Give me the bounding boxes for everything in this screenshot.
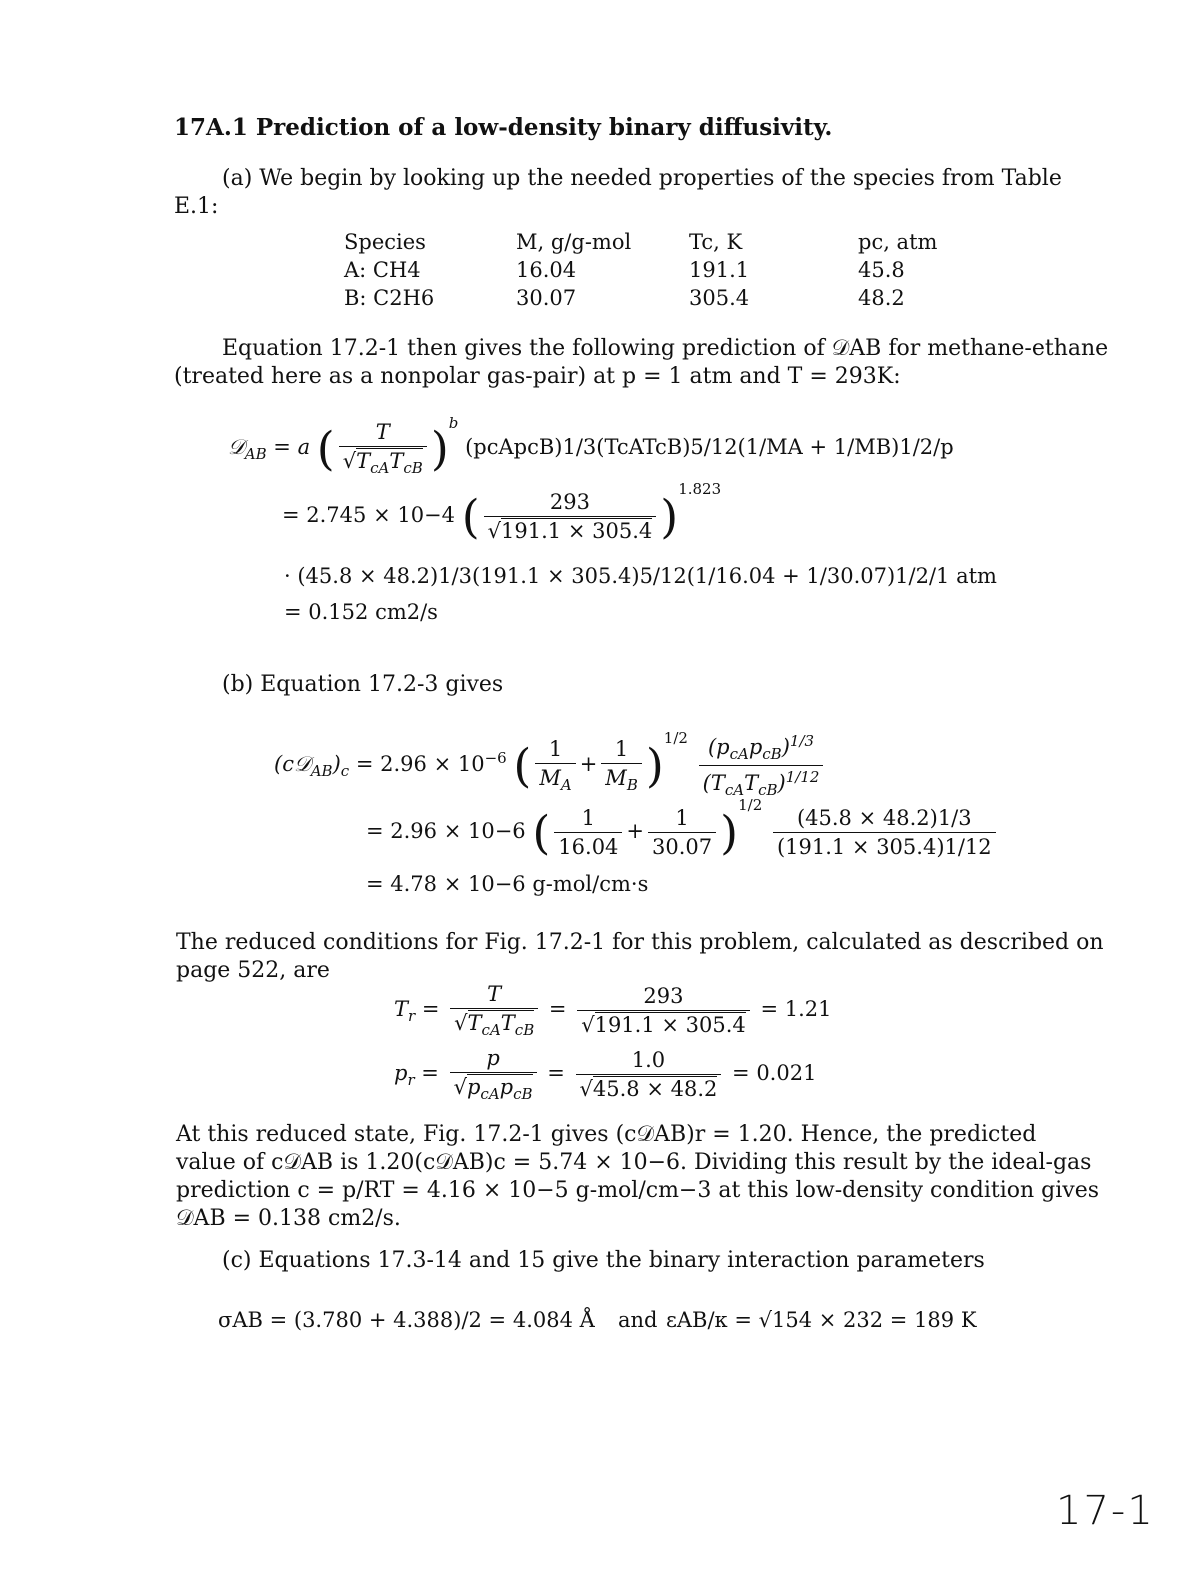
- properties-table: [344, 228, 964, 312]
- table-header: Species: [344, 230, 426, 254]
- table-cell: 45.8: [858, 258, 905, 282]
- pr-denominator: 45.8 × 48.2: [592, 1077, 718, 1102]
- pr-numerator: 1.0: [631, 1048, 666, 1073]
- table-header: Tc, K: [689, 230, 743, 254]
- ratio-numerator: (45.8 × 48.2)1/3: [796, 806, 972, 830]
- table-cell: 305.4: [689, 286, 750, 310]
- table-row: [344, 284, 964, 312]
- sigma-equation: σAB = (3.780 + 4.388)/2 = 4.084 Å: [218, 1308, 595, 1332]
- fraction-numerator: 1: [675, 806, 689, 830]
- tr-numerator: 293: [643, 984, 684, 1009]
- pr-value: = 0.021: [732, 1061, 817, 1086]
- part-a-text-line2: (treated here as a nonpolar gas-pair) at p = 1 atm and T = 293K:: [174, 364, 901, 389]
- tr-denominator: 191.1 × 305.4: [594, 1013, 746, 1038]
- table-cell: A: CH4: [344, 258, 421, 282]
- equation-result: = 0.152 cm2/s: [284, 600, 438, 624]
- fraction-denominator: 30.07: [648, 832, 716, 859]
- fraction-denominator: 16.04: [554, 832, 622, 859]
- epsilon-equation: εAB/κ = √154 × 232 = 189 K: [666, 1308, 977, 1332]
- part-a-intro-line1: (a) We begin by looking up the needed properties of the species from Table: [222, 166, 1062, 191]
- tr-value: = 1.21: [760, 997, 832, 1022]
- result-line3: prediction c = p/RT = 4.16 × 10−5 g-mol/cm−3 at this low-density condition gives: [176, 1178, 1100, 1203]
- reduced-text-line1: The reduced conditions for Fig. 17.2-1 for this problem, calculated as described on: [176, 930, 1104, 955]
- table-cell: 30.07: [516, 286, 577, 310]
- part-b-intro: (b) Equation 17.2-3 gives: [222, 672, 504, 697]
- part-c-intro: (c) Equations 17.3-14 and 15 give the binary interaction parameters: [222, 1248, 985, 1273]
- table-row: [344, 256, 964, 284]
- equation-exponent: 1.823: [678, 480, 722, 498]
- equation-b-coefficient: = 2.96 × 10−6: [366, 819, 526, 843]
- equation-b-result: = 4.78 × 10−6 g-mol/cm·s: [366, 872, 649, 896]
- equation-continued: · (45.8 × 48.2)1/3(191.1 × 305.4)5/12(1/16.04 + 1/30.07)1/2/1 atm: [284, 564, 997, 588]
- result-line1: At this reduced state, Fig. 17.2-1 gives (c𝒟AB)r = 1.20. Hence, the predicted: [176, 1122, 1037, 1147]
- section-heading: 17A.1 Prediction of a low-density binary diffusivity.: [174, 114, 833, 141]
- table-cell: B: C2H6: [344, 286, 435, 310]
- equation-substituted: = 2.745 × 10−4 ( $\frac{293}{√191.1 \times 305.4}$ )$^{1.823}$: [282, 480, 722, 544]
- page-number: 17-1: [1056, 1488, 1155, 1534]
- part-a-intro-line2: E.1:: [174, 194, 219, 219]
- equation-b-substituted: = 2.96 × 10−6 ( $\frac{1}{16.04}$ + $\frac{1}{30.07}$ )$^{1/2}$ $\frac{(45.8 \times 48.2)1/3}{(191.1 \times 305.4)1/12}$: [366, 806, 1000, 859]
- equation-tr: $T_r$ = $\frac{T}{√T_{cA}T_{cB}}$ = $\frac{293}{√191.1 \times 305.4}$ = 1.21: [394, 982, 832, 1040]
- and-word: and: [618, 1308, 658, 1332]
- equation-pr: $p_r$ = $\frac{p}{√p_{cA}p_{cB}}$ = $\frac{1.0}{√45.8 \times 48.2}$ = 0.021: [394, 1046, 817, 1104]
- result-line2: value of c𝒟AB is 1.20(c𝒟AB)c = 5.74 × 10−6. Dividing this result by the ideal-gas: [176, 1150, 1092, 1175]
- table-header-row: [344, 228, 964, 256]
- part-a-text-line1: Equation 17.2-1 then gives the following prediction of 𝒟AB for methane-ethane: [222, 336, 1109, 361]
- equation-coefficient: = 2.745 × 10−4: [282, 503, 456, 527]
- equation-denominator: 191.1 × 305.4: [501, 519, 653, 543]
- fraction-numerator: 1: [581, 806, 596, 830]
- equation-general: 𝒟$_{AB}$ = a ( $\frac{T}{√T_{cA}T_{cB}}$ )$^b$ (pcApcB)1/3(TcATcB)5/12(1/MA + 1/MB)1/2/p: [228, 414, 954, 478]
- table-header: M, g/g-mol: [516, 230, 632, 254]
- equation-b-general: $(c𝒟_{AB})_c = 2.96 \times 10^{-6}$ ( $\frac{1}{M_A}$ + $\frac{1}{M_B}$ )$^{1/2}$ $\frac{(p_{cA}p_{cB})^{1/3}}{(T_{cA}T_{cB})^{1/12}}$: [274, 732, 827, 799]
- equation-general-tail: (pcApcB)1/3(TcATcB)5/12(1/MA + 1/MB)1/2/p: [465, 435, 954, 460]
- table-cell: 48.2: [858, 286, 905, 310]
- table-cell: 16.04: [516, 258, 577, 282]
- table-cell: 191.1: [689, 258, 750, 282]
- ratio-denominator: (191.1 × 305.4)1/12: [773, 832, 996, 859]
- table-header: pc, atm: [858, 230, 938, 254]
- result-line4: 𝒟AB = 0.138 cm2/s.: [176, 1206, 401, 1231]
- reduced-text-line2: page 522, are: [176, 958, 330, 983]
- equation-numerator: 293: [549, 490, 590, 514]
